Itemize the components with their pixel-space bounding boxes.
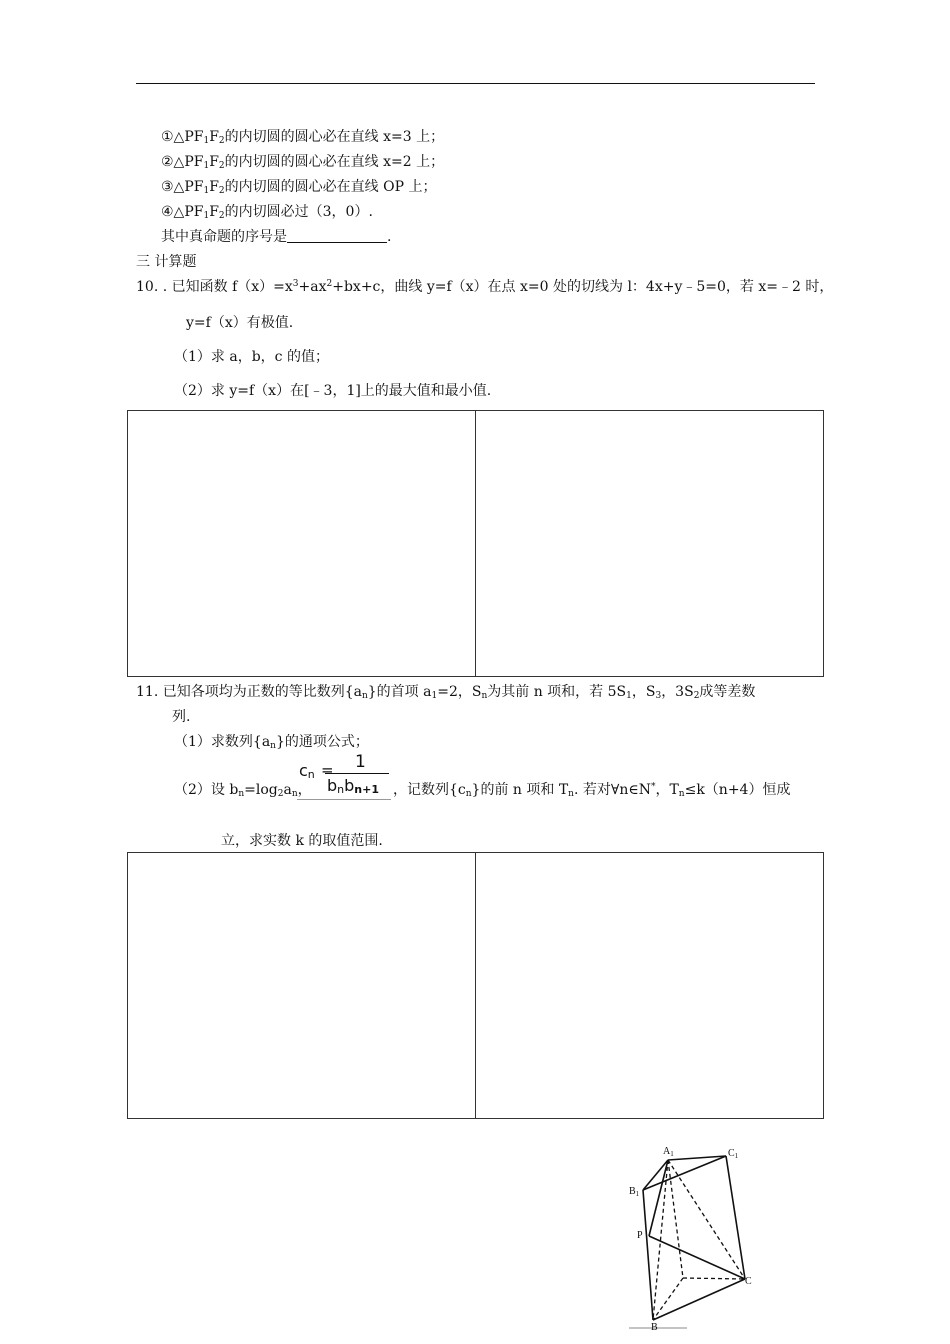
q11-part-1: （1）求数列$\{a_n\}$的通项公式； — [174, 734, 369, 751]
label-P: P — [637, 1230, 643, 1241]
label-B1: $B_1$ — [629, 1186, 640, 1198]
statement-3: $③\triangle PF_1F_2$的内切圆的圆心必在直线 OP 上； — [161, 179, 437, 196]
q11-statement: 11. 已知各项均为正数的等比数列$\{a_n\}$的首项 $a_1=2$，$S_n$为其前 n 项和，若 $5S_1$，$S_3$，$3S_2$成等差数 — [136, 684, 756, 701]
section-title: 三 计算题 — [136, 254, 197, 270]
label-B: B — [651, 1322, 658, 1330]
q11-continuation: 列. — [172, 709, 191, 725]
q10-part-2: （2）求 y=f（x）在[﹣3，1]上的最大值和最小值. — [174, 383, 492, 399]
statement-2: $②\triangle PF_1F_2$的内切圆的圆心必在直线 x=2 上； — [161, 154, 445, 171]
label-C1: $C_1$ — [728, 1148, 739, 1160]
answer-blank[interactable] — [287, 229, 387, 243]
statement-1: $①\triangle PF_1F_2$的内切圆的圆心必在直线 x=3 上； — [161, 129, 445, 146]
label-C: C — [745, 1276, 752, 1287]
q11-part-2-start: （2）设 $b_n=\log_2a_n$， — [174, 782, 312, 799]
statement-4: $④\triangle PF_1F_2$的内切圆必过（3，0）. — [161, 204, 373, 221]
question-true-propositions: 其中真命题的序号是 . — [161, 229, 392, 245]
label-A1: $A_1$ — [663, 1146, 674, 1158]
q11-answer-box[interactable] — [127, 852, 824, 1119]
formula-denominator: $b_nb_{n+1}$ — [327, 776, 379, 796]
q10-statement: 10. . 已知函数 $f(x)=x^3+ax^2+bx+c$，曲线 y=f（x）在点 x=0 处的切线为 l：4x+y﹣5=0，若 x=﹣2 时， — [136, 279, 834, 295]
q10-continuation: y=f（x）有极值. — [186, 315, 294, 331]
q11-part-2-continuation: 立，求实数 k 的取值范围. — [221, 833, 383, 849]
q10-part-1: （1）求 a，b，c 的值； — [174, 349, 329, 365]
header-rule — [136, 83, 815, 84]
cn-formula: $c_n$ = 1 $b_nb_{n+1}$ — [297, 752, 391, 800]
q11-part-2-end: ，记数列$\{c_n\}$的前 n 项和 $T_n$. 若对∀n∈N*，$T_n\le k(n+4)$恒成 — [393, 782, 791, 799]
q10-answer-box[interactable] — [127, 410, 824, 677]
formula-c-n: $c_n$ — [299, 761, 315, 781]
prism-figure — [625, 1142, 755, 1330]
